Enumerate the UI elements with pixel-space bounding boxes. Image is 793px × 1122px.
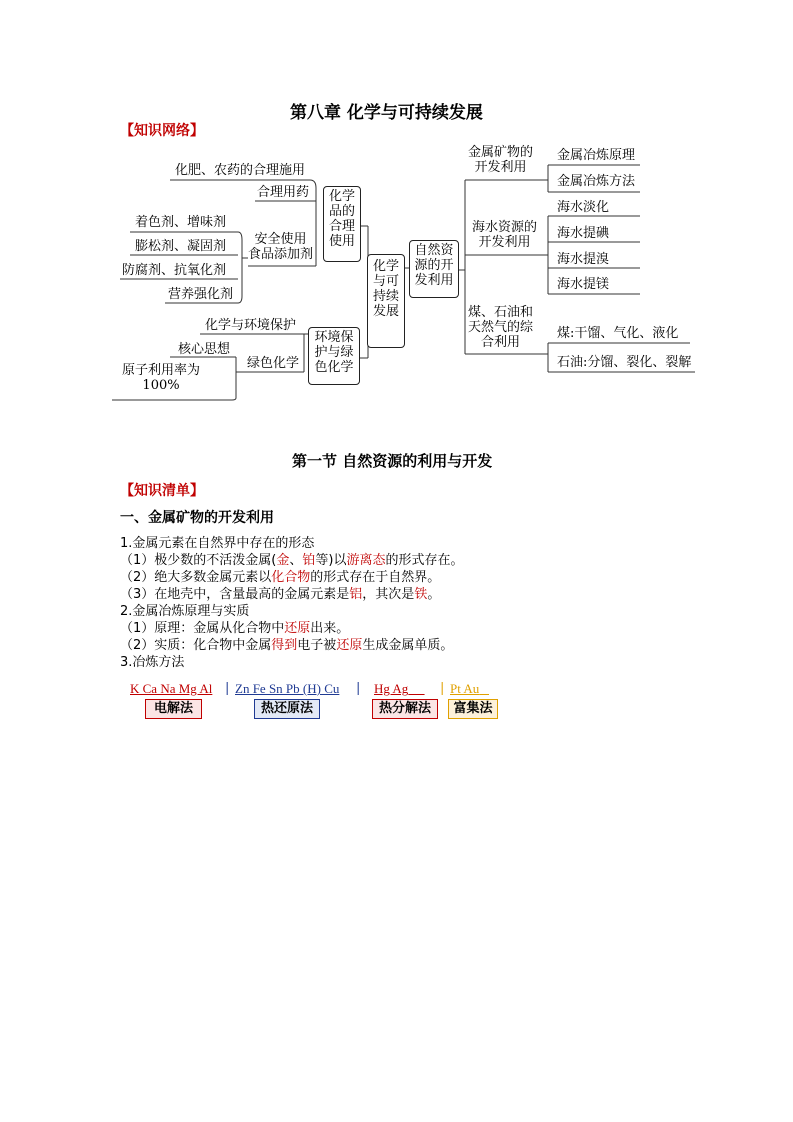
leaf-desalination: 海水淡化 [557,200,610,215]
method-thermal-reduction: 热还原法 [254,699,320,719]
series-group3: Hg Ag [374,681,409,696]
natural-box: 自然资 源的开 发利用 [409,240,459,298]
series-sep1: | [225,681,230,696]
leaf-drug: 合理用药 [257,185,310,200]
leaf-core: 核心思想 [178,342,231,357]
p1-2: （2）绝大多数金属元素以化合物的形式存在于自然界。 [120,570,441,585]
p2-1: （1）原理：金属从化合物中还原出来。 [120,621,350,636]
leaf-fertilizer: 化肥、农药的合理施用 [175,163,306,178]
leaf-env-protect: 化学与环境保护 [205,318,297,333]
tag-knowledge-network: 【知识网络】 [120,123,204,139]
method-electrolysis: 电解法 [145,699,202,719]
leaf-atom-rate: 原子利用率为 100% [122,363,201,393]
center-box: 化学 与可 持续 发展 [367,254,405,348]
leaf-oil: 石油:分馏、裂化、裂解 [557,355,692,370]
leaf-coal: 煤:干馏、气化、液化 [557,326,679,341]
series-group4: Pt Au [450,681,480,696]
leaf-iodine: 海水提碘 [557,226,610,241]
chapter-title: 第八章 化学与可持续发展 [290,103,483,123]
fossil: 煤、石油和 天然气的综 合利用 [468,305,534,350]
method-enrichment: 富集法 [448,699,498,719]
leaf-nutrition: 营养强化剂 [168,287,234,302]
heading-metal-mineral: 一、金属矿物的开发利用 [120,510,274,526]
env-box: 环境保 护与绿 色化学 [308,327,360,385]
leaf-magnesium: 海水提镁 [557,277,610,292]
series-group2: Zn Fe Sn Pb (H) Cu [235,681,340,696]
sea-water: 海水资源的 开发利用 [472,220,538,250]
leaf-smelt-method: 金属冶炼方法 [557,174,636,189]
leaf-bromine: 海水提溴 [557,252,610,267]
chem-use-box: 化学 品的 合理 使用 [323,186,361,262]
content-lines [120,535,464,671]
p2-2: （2）实质：化合物中金属得到电子被还原生成金属单质。 [120,638,454,653]
p1-title: 1.金属元素在自然界中存在的形态 [120,536,315,551]
p2-title: 2.金属冶炼原理与实质 [120,604,250,619]
food-additive: 安全使用 食品添加剂 [248,232,314,262]
p1-1: （1）极少数的不活泼金属(金、铂等)以游离态的形式存在。 [120,553,464,568]
method-thermal-decomposition: 热分解法 [372,699,438,719]
p1-3: （3）在地壳中，含量最高的金属元素是铝，其次是铁。 [120,587,441,602]
series-sep2: | [356,681,361,696]
series-group1: K Ca Na Mg Al [130,681,213,696]
green-chem: 绿色化学 [247,356,300,371]
leaf-leaven: 膨松剂、凝固剂 [135,239,227,254]
section-title: 第一节 自然资源的利用与开发 [292,452,493,470]
p3-title: 3.冶炼方法 [120,655,185,670]
metal-mineral: 金属矿物的 开发利用 [468,145,534,175]
leaf-preserve: 防腐剂、抗氧化剂 [122,263,227,278]
tag-knowledge-list: 【知识清单】 [120,483,204,499]
series-sep3: | [440,681,445,696]
leaf-smelt-principle: 金属冶炼原理 [557,148,636,163]
leaf-color: 着色剂、增味剂 [135,215,227,230]
